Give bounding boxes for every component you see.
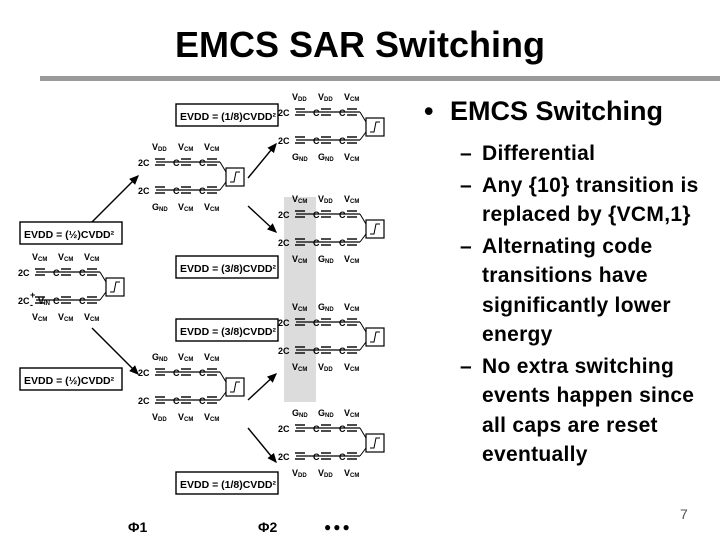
svg-text:2C: 2C	[278, 238, 290, 248]
svg-text:VCM: VCM	[32, 312, 48, 323]
svg-text:VCM: VCM	[344, 152, 360, 163]
svg-text:VCM: VCM	[292, 254, 308, 265]
sub-bullet: – Any {10} transition is replaced by {VCM,1}	[460, 173, 699, 226]
svg-text:C: C	[339, 424, 346, 434]
svg-text:GND: GND	[152, 352, 168, 363]
svg-text:2C: 2C	[138, 158, 150, 168]
svg-text:GND: GND	[292, 408, 308, 419]
svg-text:VCM: VCM	[292, 302, 308, 313]
svg-text:2C: 2C	[278, 424, 290, 434]
capacitor-bank	[278, 408, 384, 479]
svg-text:VCM: VCM	[344, 194, 360, 205]
svg-text:VCM: VCM	[178, 412, 194, 423]
main-bullet-text: EMCS Switching	[450, 96, 664, 126]
svg-text:C: C	[53, 268, 60, 278]
energy-label-3: EVDD = (3/8)CVDD²	[180, 263, 276, 275]
svg-text:VCM: VCM	[344, 302, 360, 313]
svg-text:2C: 2C	[138, 186, 150, 196]
capacitor-bank	[138, 352, 244, 423]
svg-text:C: C	[199, 368, 206, 378]
svg-text:C: C	[339, 318, 346, 328]
svg-text:C: C	[173, 396, 180, 406]
svg-text:2C: 2C	[278, 346, 290, 356]
svg-text:C: C	[339, 210, 346, 220]
svg-text:VDD: VDD	[152, 412, 167, 423]
svg-text:VCM: VCM	[58, 312, 74, 323]
phase-ellipsis: ●●●	[324, 520, 352, 534]
svg-text:C: C	[313, 238, 320, 248]
svg-text:VCM: VCM	[84, 312, 100, 323]
svg-text:VDD: VDD	[292, 92, 307, 103]
svg-text:2C: 2C	[278, 108, 290, 118]
svg-text:VCM: VCM	[344, 92, 360, 103]
energy-box-4	[176, 319, 278, 341]
svg-text:VCM: VCM	[84, 252, 100, 263]
svg-text:GND: GND	[318, 408, 334, 419]
slide-title: EMCS SAR Switching	[174, 24, 546, 65]
svg-text:VCM: VCM	[32, 252, 48, 263]
svg-text:GND: GND	[152, 202, 168, 213]
svg-text:2C: 2C	[18, 268, 30, 278]
svg-text:VCM: VCM	[344, 254, 360, 265]
svg-text:VCM: VCM	[178, 202, 194, 213]
sub-bullet: – Differential	[460, 142, 596, 165]
energy-label-1: EVDD = (1/8)CVDD²	[180, 111, 276, 123]
svg-text:VCM: VCM	[344, 362, 360, 373]
svg-text:2C: 2C	[278, 136, 290, 146]
svg-text:C: C	[199, 396, 206, 406]
svg-text:C: C	[339, 346, 346, 356]
svg-text:C: C	[339, 452, 346, 462]
svg-text:C: C	[339, 136, 346, 146]
energy-box-2	[20, 222, 122, 244]
svg-text:VDD: VDD	[318, 194, 333, 205]
svg-text:2C: 2C	[18, 296, 30, 306]
svg-text:C: C	[173, 368, 180, 378]
svg-text:C: C	[79, 296, 86, 306]
svg-text:VDD: VDD	[292, 468, 307, 479]
svg-text:VCM: VCM	[292, 194, 308, 205]
svg-text:VDD: VDD	[152, 142, 167, 153]
svg-text:+: +	[30, 290, 36, 300]
capacitor-bank	[278, 92, 384, 163]
page-number: 7	[680, 506, 688, 522]
svg-text:C: C	[53, 296, 60, 306]
svg-text:C: C	[199, 158, 206, 168]
svg-text:VCM: VCM	[204, 352, 220, 363]
svg-text:C: C	[173, 158, 180, 168]
svg-text:C: C	[313, 452, 320, 462]
svg-text:VCM: VCM	[204, 202, 220, 213]
svg-text:VCM: VCM	[204, 412, 220, 423]
svg-text:VCM: VCM	[178, 352, 194, 363]
svg-text:C: C	[79, 268, 86, 278]
sub-bullet-list	[460, 139, 714, 470]
svg-text:VCM: VCM	[344, 468, 360, 479]
svg-text:VCM: VCM	[204, 142, 220, 153]
energy-box-5	[20, 368, 122, 390]
energy-label-2: EVDD = (½)CVDD²	[24, 229, 115, 241]
svg-text:C: C	[173, 186, 180, 196]
svg-text:2C: 2C	[278, 452, 290, 462]
main-bullet	[424, 96, 714, 127]
svg-text:C: C	[313, 424, 320, 434]
svg-text:VDD: VDD	[318, 468, 333, 479]
svg-text:C: C	[313, 346, 320, 356]
capacitor-bank	[18, 252, 124, 323]
bullet-list	[424, 96, 714, 472]
svg-text:GND: GND	[318, 254, 334, 265]
svg-text:GND: GND	[318, 302, 334, 313]
svg-text:GND: GND	[318, 152, 334, 163]
energy-box-3	[176, 256, 278, 278]
svg-text:VCM: VCM	[344, 408, 360, 419]
phase-label-2: Φ2	[258, 519, 278, 535]
svg-text:C: C	[339, 108, 346, 118]
svg-text:2C: 2C	[278, 210, 290, 220]
svg-text:VCM: VCM	[58, 252, 74, 263]
svg-text:VDD: VDD	[318, 92, 333, 103]
energy-label-6: EVDD = (1/8)CVDD²	[180, 479, 276, 491]
svg-text:GND: GND	[292, 152, 308, 163]
bullet-dot: •	[424, 96, 434, 126]
svg-text:2C: 2C	[138, 368, 150, 378]
energy-box-1	[176, 104, 278, 126]
svg-text:VCM: VCM	[178, 142, 194, 153]
svg-text:C: C	[313, 108, 320, 118]
svg-text:2C: 2C	[278, 318, 290, 328]
energy-label-4: EVDD = (3/8)CVDD²	[180, 326, 276, 338]
capacitor-bank	[138, 142, 244, 213]
emcs-switching-diagram	[0, 82, 420, 540]
svg-text:C: C	[313, 136, 320, 146]
svg-text:2C: 2C	[138, 396, 150, 406]
svg-text:C: C	[339, 238, 346, 248]
svg-text:VDD: VDD	[318, 362, 333, 373]
svg-text:C: C	[199, 186, 206, 196]
energy-box-6	[176, 472, 278, 494]
title-divider	[40, 76, 720, 81]
svg-text:C: C	[313, 318, 320, 328]
svg-text:C: C	[313, 210, 320, 220]
svg-text:-: -	[30, 300, 33, 310]
energy-label-5: EVDD = (½)CVDD²	[24, 375, 115, 387]
phase-label-1: Φ1	[128, 519, 148, 535]
svg-text:VIN: VIN	[38, 296, 51, 307]
sub-bullet: – Alternating code transitions have significantly lower energy	[460, 234, 671, 346]
svg-text:VCM: VCM	[292, 362, 308, 373]
sub-bullet: – No extra switching events happen since all caps are reset eventually	[460, 354, 695, 466]
